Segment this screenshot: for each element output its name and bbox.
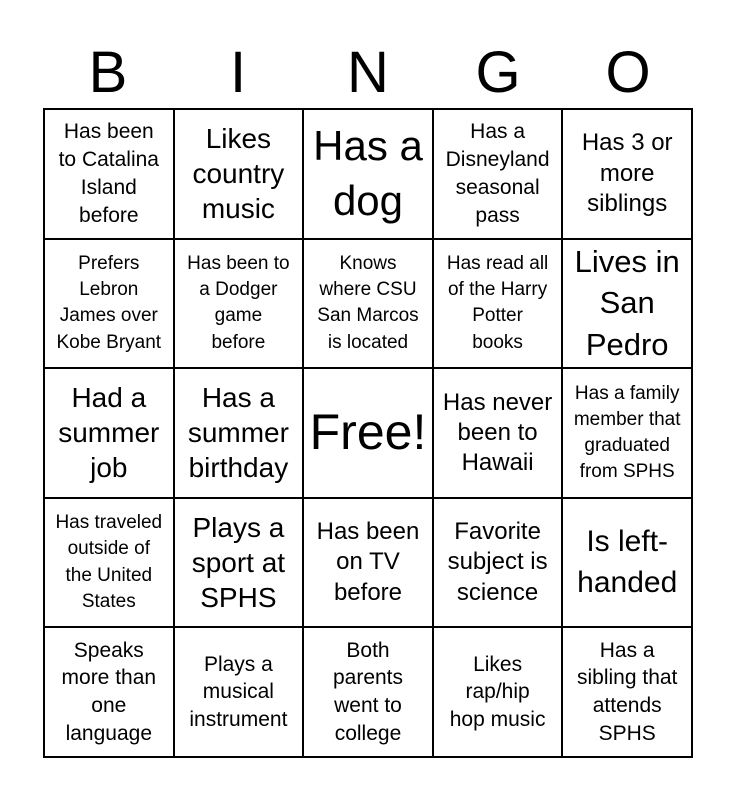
- bingo-cell-r3-c1[interactable]: Had a summer job: [44, 368, 174, 498]
- free-space-cell[interactable]: Free!: [303, 368, 433, 498]
- header-letter-b: B: [88, 40, 128, 105]
- header-letter-n: N: [347, 40, 389, 105]
- bingo-cell-r1-c3[interactable]: Has a dog: [303, 109, 433, 239]
- bingo-header: [43, 38, 693, 108]
- bingo-cell-r4-c3[interactable]: Has been on TV before: [303, 498, 433, 628]
- bingo-cell-r2-c3[interactable]: Knows where CSU San Marcos is located: [303, 239, 433, 369]
- header-letter-o: O: [605, 40, 651, 105]
- bingo-cell-r1-c1[interactable]: Has been to Catalina Island before: [44, 109, 174, 239]
- bingo-cell-r4-c1[interactable]: Has traveled outside of the United States: [44, 498, 174, 628]
- bingo-cell-r3-c4[interactable]: Has never been to Hawaii: [433, 368, 563, 498]
- bingo-cell-r1-c5[interactable]: Has 3 or more siblings: [562, 109, 692, 239]
- bingo-cell-r3-c2[interactable]: Has a summer birthday: [174, 368, 304, 498]
- bingo-cell-r3-c5[interactable]: Has a family member that graduated from SPHS: [562, 368, 692, 498]
- header-letter-i: I: [229, 40, 247, 105]
- header-letter-g: G: [475, 40, 521, 105]
- bingo-cell-r2-c4[interactable]: Has read all of the Harry Potter books: [433, 239, 563, 369]
- bingo-cell-r5-c5[interactable]: Has a sibling that attends SPHS: [562, 627, 692, 757]
- bingo-cell-r4-c4[interactable]: Favorite subject is science: [433, 498, 563, 628]
- bingo-cell-r2-c5[interactable]: Lives in San Pedro: [562, 239, 692, 369]
- bingo-cell-r2-c1[interactable]: Prefers Lebron James over Kobe Bryant: [44, 239, 174, 369]
- bingo-cell-r5-c4[interactable]: Likes rap/hip hop music: [433, 627, 563, 757]
- bingo-cell-r5-c3[interactable]: Both parents went to college: [303, 627, 433, 757]
- bingo-cell-r4-c2[interactable]: Plays a sport at SPHS: [174, 498, 304, 628]
- bingo-cell-r4-c5[interactable]: Is left- handed: [562, 498, 692, 628]
- bingo-cell-r5-c1[interactable]: Speaks more than one language: [44, 627, 174, 757]
- bingo-cell-r2-c2[interactable]: Has been to a Dodger game before: [174, 239, 304, 369]
- bingo-cell-r1-c2[interactable]: Likes country music: [174, 109, 304, 239]
- bingo-cell-r1-c4[interactable]: Has a Disneyland seasonal pass: [433, 109, 563, 239]
- bingo-cell-r5-c2[interactable]: Plays a musical instrument: [174, 627, 304, 757]
- bingo-board: [43, 108, 693, 758]
